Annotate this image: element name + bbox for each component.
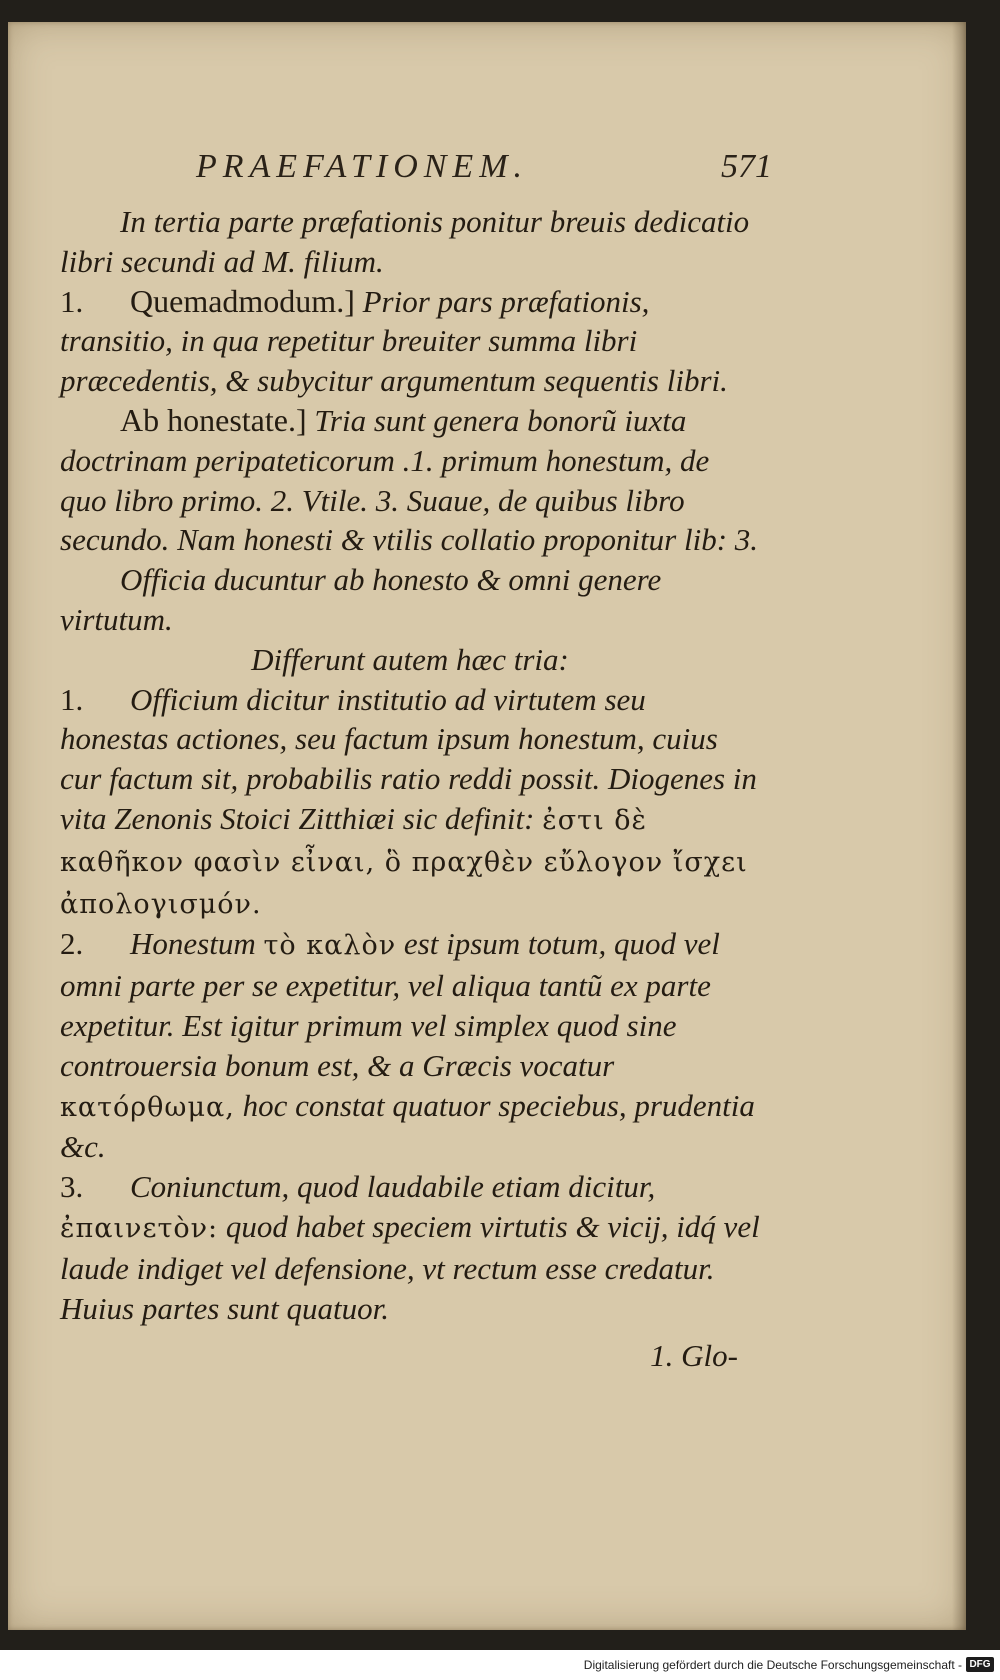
item-text: Officium dicitur institutio ad virtutem seu honestas actiones, seu factum ipsum honestum, cuius cur factum sit, probabilis ratio reddi possit. Diogenes in vita Zenonis Stoici Zitthiæi sic definit: xyxy=(60,681,757,836)
dfg-logo: DFG xyxy=(966,1657,994,1672)
greek-term: κατόρθωμα, xyxy=(60,1091,235,1123)
lemma: Ab honestate.] xyxy=(120,401,307,438)
section-ab-honestate xyxy=(60,401,760,560)
section-quemadmodum xyxy=(60,282,760,401)
item-text: quod habet speciem virtutis & vicij, idq́ vel laude indiget vel defensione, vt rectum esse credatur. Huius partes sunt quatuor. xyxy=(60,1208,760,1326)
footer-credit: Digitalisierung gefördert durch die Deutsche Forschungsgemeinschaft - xyxy=(583,1658,962,1672)
greek-quotation: ἐστι δὲ καθῆκον φασὶν εἶναι, ὃ πραχθὲν εὔλογον ἴσχει ἀπολογισμόν. xyxy=(60,804,748,920)
running-head xyxy=(178,142,798,192)
digitization-footer xyxy=(0,1650,1000,1680)
book-page xyxy=(8,22,966,1630)
item-text: hoc constat quatuor speciebus, prudentia &c. xyxy=(60,1087,755,1165)
item-number: 3. xyxy=(60,1169,84,1205)
greek-term: ἐπαινετὸν: xyxy=(60,1212,219,1244)
greek-term: τὸ καλὸν xyxy=(263,930,397,962)
page-number: 571 xyxy=(721,148,772,185)
item-officium xyxy=(60,680,760,925)
item-number: 1. xyxy=(60,681,84,717)
lemma: Quemadmodum.] xyxy=(130,282,355,319)
section-text: Tria sunt genera bonorũ iuxta doctrinam peripateticorum .1. primum honestum, de quo libro primo. 2. Vtile. 3. Suaue, de quibus libro secundo. Nam honesti & vtilis collatio proponitur lib: 3. xyxy=(60,402,759,558)
section-text: Prior pars præfationis, transitio, in qua repetitur breuiter summa libri præcedentis, & subycitur argumentum sequentis libri. xyxy=(60,283,728,399)
body-text xyxy=(60,202,760,1376)
item-number: 2. xyxy=(60,926,84,962)
paragraph-officia: Officia ducuntur ab honesto & omni genere virtutum. xyxy=(60,562,662,637)
subheading-differunt: Differunt autem hæc tria: xyxy=(251,641,569,677)
section-number: 1. xyxy=(60,283,84,319)
item-text: Coniunctum, quod laudabile etiam dicitur, xyxy=(130,1169,656,1205)
paragraph-dedication: In tertia parte præfationis ponitur breuis dedicatio libri secundi ad M. filium. xyxy=(60,204,750,279)
running-title: PRAEFATIONEM. xyxy=(196,148,529,185)
item-text: Honestum xyxy=(130,926,256,962)
item-honestum xyxy=(60,924,760,1167)
item-coniunctum xyxy=(60,1167,760,1328)
item-text: est ipsum totum, quod vel omni parte per se expetitur, vel aliqua tantũ ex parte expetitur. Est igitur primum vel simplex quod sine controuersia bonum est, & a Græcis vocatur xyxy=(60,926,720,1083)
catchword: 1. Glo- xyxy=(650,1338,738,1374)
page-edge-shadow xyxy=(952,22,966,1630)
